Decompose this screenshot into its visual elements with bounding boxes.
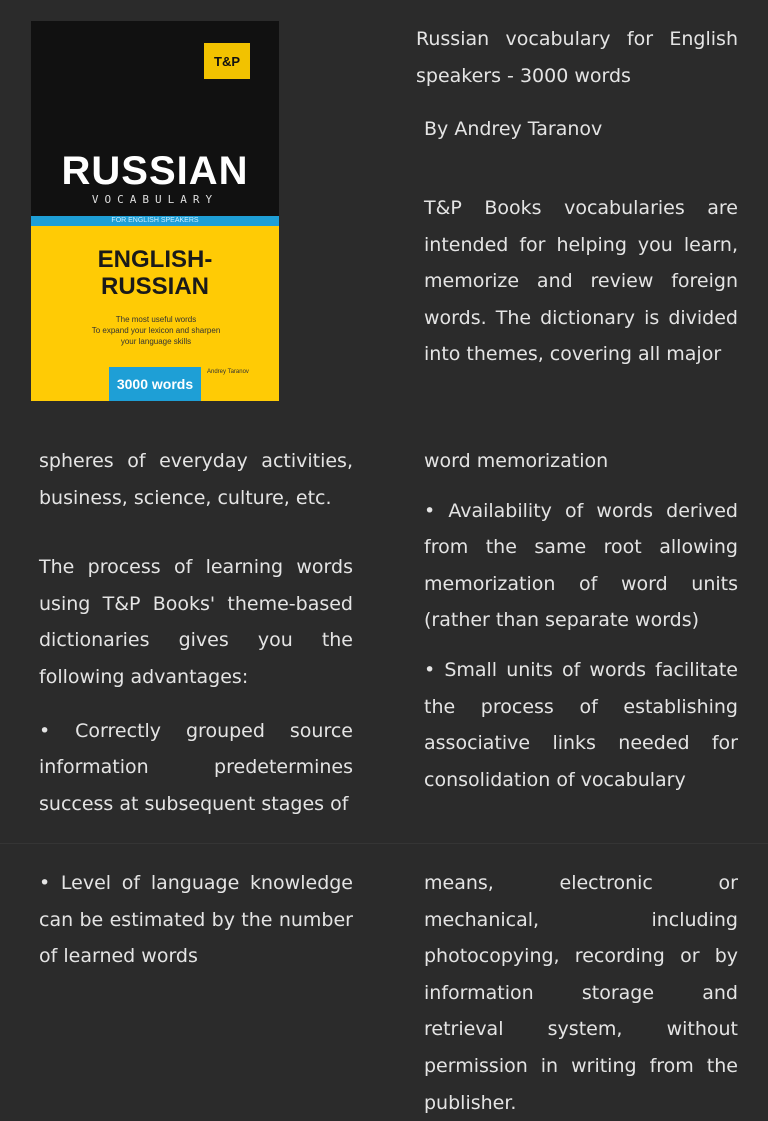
cover-word-count-badge: 3000 words [109, 367, 201, 401]
cover-title: RUSSIAN [61, 149, 249, 193]
left-column-page3 [39, 865, 353, 975]
book-title-text: Russian vocabulary for English speakers - 3000 words [416, 28, 738, 87]
book-title [416, 21, 738, 94]
paragraph-spheres: spheres of everyday activities, business, science, culture, etc. [39, 450, 353, 509]
cover-language-pair: ENGLISH- RUSSIAN [97, 246, 213, 300]
publisher-logo: T&P [204, 43, 250, 79]
cover-author: Andrey Taranov [207, 369, 249, 375]
left-column-page2 [39, 443, 353, 822]
page-divider [0, 843, 768, 844]
paragraph-copyright: means, electronic or mechanical, including photocopying, recording or by information storage and retrieval system, without permission in writing from the publisher. [424, 872, 738, 1114]
author-line-text: By Andrey Taranov [424, 118, 603, 140]
bullet-correctly-grouped: • Correctly grouped source information predetermines success at subsequent stages of [39, 719, 353, 815]
intro-paragraph [424, 190, 738, 373]
right-column-page3 [424, 865, 738, 1121]
right-column-page2 [424, 443, 738, 798]
book-cover[interactable] [31, 21, 279, 401]
cover-blue-strip [31, 216, 279, 226]
cover-strip-text: FOR ENGLISH SPEAKERS [111, 217, 199, 224]
bullet-small-units: • Small units of words facilitate the process of establishing associative links needed for consolidation of vocabulary [424, 658, 738, 791]
bullet-availability: • Availability of words derived from the same root allowing memorization of word units (rather than separate words) [424, 499, 738, 632]
bullet-level-knowledge: • Level of language knowledge can be estimated by the number of learned words [39, 872, 353, 968]
paragraph-process: The process of learning words using T&P Books' theme-based dictionaries gives you the following advantages: [39, 556, 353, 688]
paragraph-word-memorization: word memorization [424, 450, 609, 472]
cover-yellow-panel [31, 226, 279, 401]
intro-text: T&P Books vocabularies are intended for helping you learn, memorize and review foreign words. The dictionary is divided into themes, covering all major [424, 197, 738, 366]
author-line [424, 111, 738, 148]
cover-subtitle: VOCABULARY [91, 193, 219, 206]
cover-tagline: The most useful words To expand your lexicon and sharpen your language skills [91, 315, 221, 346]
